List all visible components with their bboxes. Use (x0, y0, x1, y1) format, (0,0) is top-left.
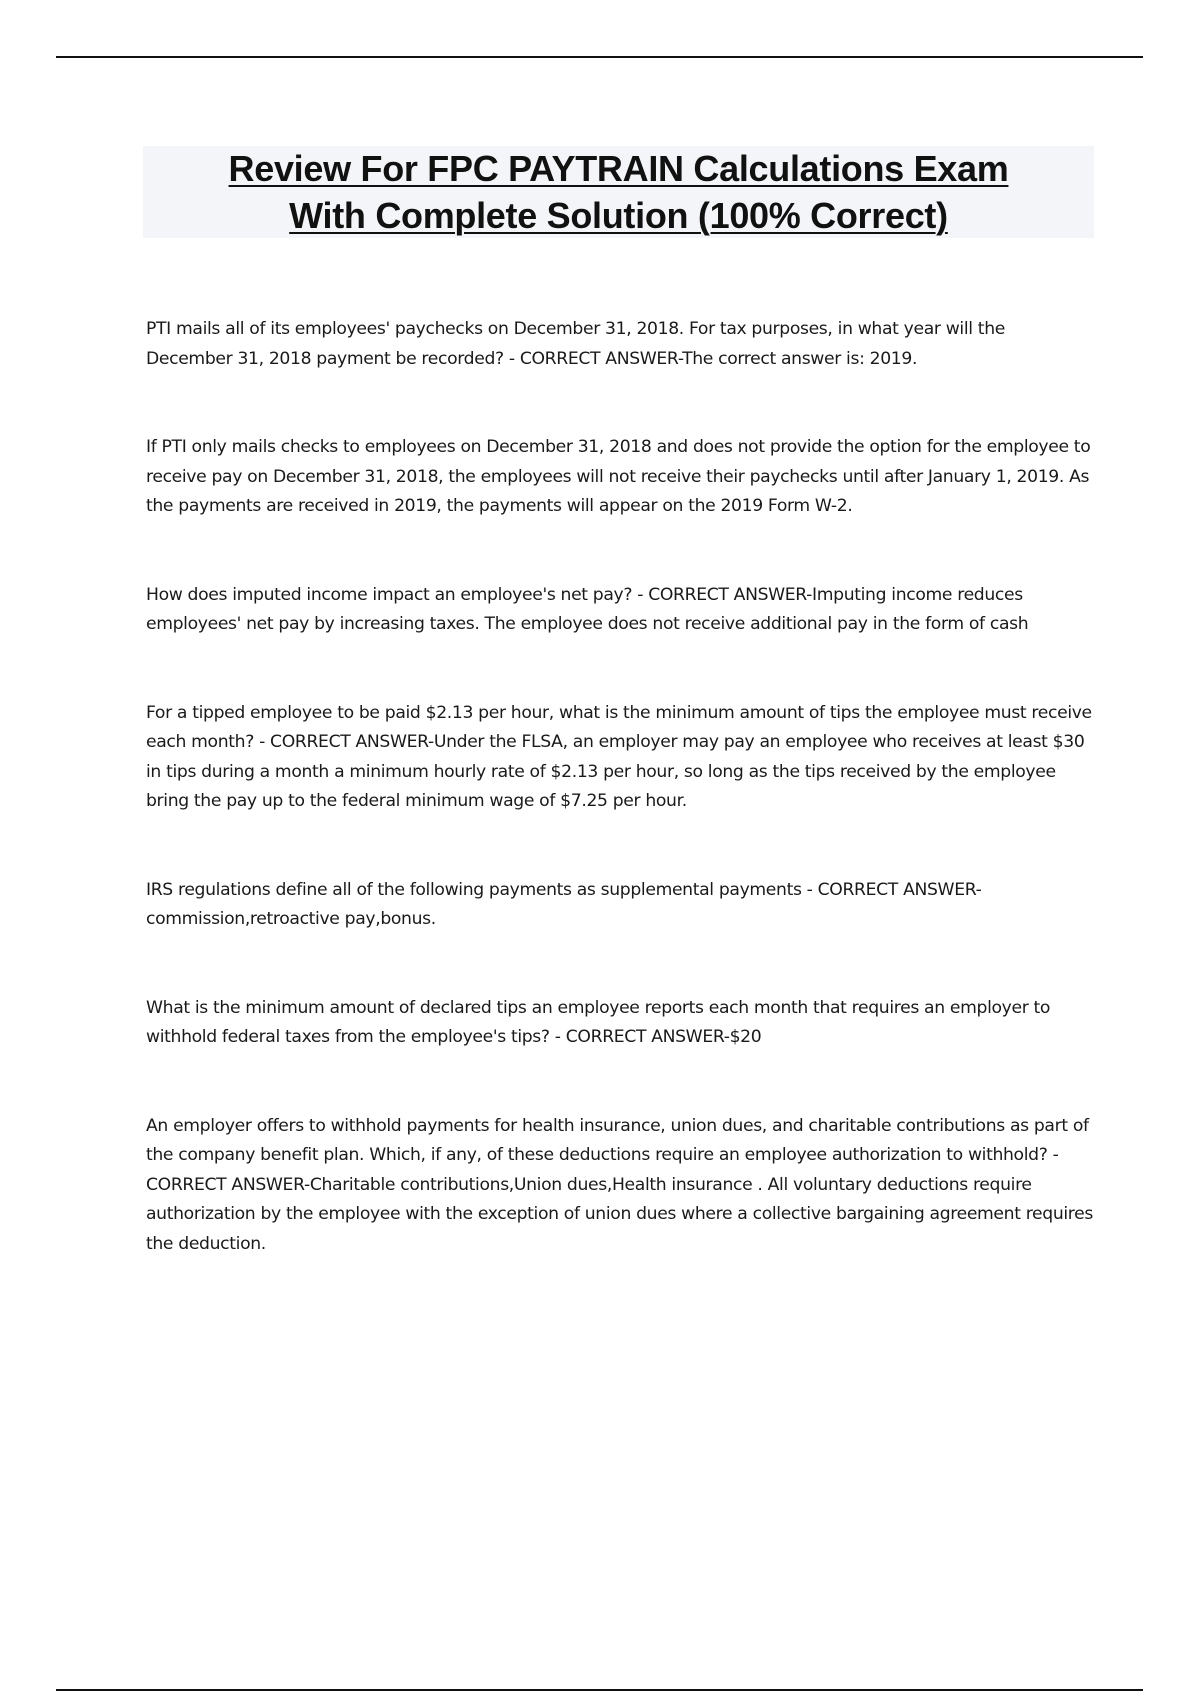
paragraph-6: What is the minimum amount of declared tips an employee reports each month that requires an employer to withhold federal taxes from the employee's tips? - CORRECT ANSWER-$20 (146, 997, 1051, 1047)
document-body (146, 315, 1096, 1259)
paragraph-1: PTI mails all of its employees' paychecks on December 31, 2018. For tax purposes, in what year will the December 31, 2018 payment be recorded? - CORRECT ANSWER-The correct answer is: 2019. (146, 319, 1005, 369)
document-title (143, 146, 1094, 238)
paragraph-2: If PTI only mails checks to employees on December 31, 2018 and does not provide the option for the employee to receive pay on December 31, 2018, the employees will not receive their paychecks until after January 1, 2019. As the payments are received in 2019, the payments will appear on the 2019 Form W-2. (146, 437, 1091, 516)
title-line-1: Review For FPC PAYTRAIN Calculations Exam (228, 148, 1009, 189)
paragraph-3: How does imputed income impact an employee's net pay? - CORRECT ANSWER-Imputing income reduces employees' net pay by increasing taxes. The employee does not receive additional pay in the form of cash (146, 584, 1029, 634)
paragraph-7: An employer offers to withhold payments for health insurance, union dues, and charitable contributions as part of the company benefit plan. Which, if any, of these deductions require an employee authorization to withhold? - CORRECT ANSWER-Charitable contributions,Union dues,Health insurance . All voluntary deductions require authorization by the employee with the exception of union dues where a collective bargaining agreement requires the deduction. (146, 1115, 1093, 1254)
bottom-rule (56, 1689, 1143, 1691)
paragraph-5: IRS regulations define all of the following payments as supplemental payments - CORRECT ANSWER-commission,retroactive pay,bonus. (146, 879, 982, 929)
paragraph-4: For a tipped employee to be paid $2.13 per hour, what is the minimum amount of tips the employee must receive each month? - CORRECT ANSWER-Under the FLSA, an employer may pay an employee who receives at least $30 in tips during a month a minimum hourly rate of $2.13 per hour, so long as the tips received by the employee bring the pay up to the federal minimum wage of $7.25 per hour. (146, 702, 1092, 811)
top-rule (56, 56, 1143, 58)
title-line-2: With Complete Solution (100% Correct) (289, 195, 948, 236)
